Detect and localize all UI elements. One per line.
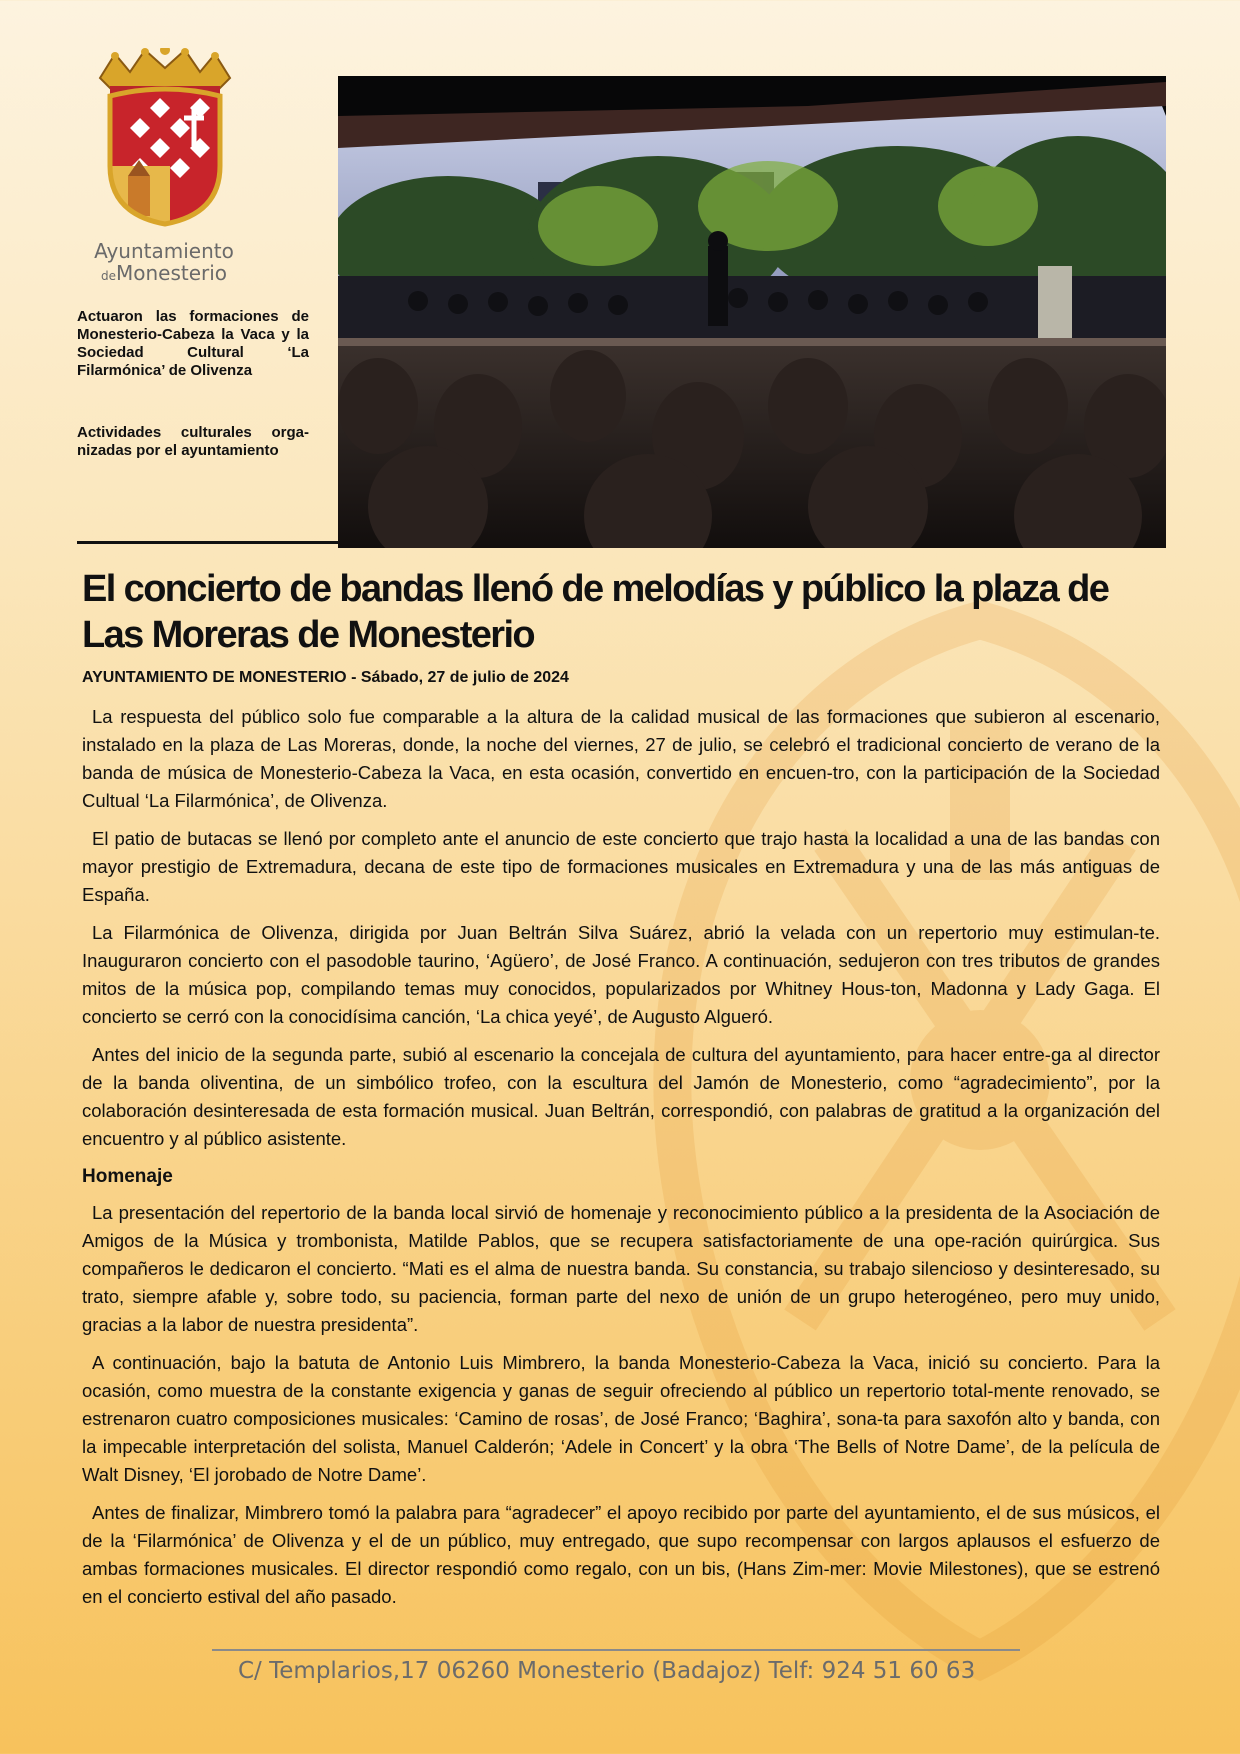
article-paragraph: Antes de finalizar, Mimbrero tomó la palabra para “agradecer” el apoyo recibido por parte del ayuntamiento, el de sus músicos, el de la ‘Filarmónica’ de Olivenza y el de un público, muy entregado, que supo recompensar con largos aplausos el esfuerzo de ambas formaciones musicales. El director respondió como regalo, con un bis, (Hans Zim-mer: Movie Milestones), que se estrenó en el concierto estival del año pasado. [82,1502,1160,1607]
article-paragraph: Antes del inicio de la segunda parte, subió al escenario la concejala de cultura del ayuntamiento, para hacer entre-ga al director de la banda oliventina, de un simbólico trofeo, con la escultura del Jamón de Monesterio, como “agradecimiento”, por la colaboración desinteresada de esta formación musical. Juan Beltrán, correspondió, con palabras de gratitud a la organización del encuentro y al público asistente. [82,1044,1160,1149]
article-paragraph: La presentación del repertorio de la banda local sirvió de homenaje y reconocimiento público a la presidenta de la Asociación de Amigos de la Música y trombonista, Matilde Pablos, que se recupera satisfactoriamente de una ope-ración quirúrgica. Sus compañeros le dedicaron el concierto. “Mati es el alma de nuestra banda. Su constancia, su trabajo silencioso y desinteresado, su trato, siempre afable y, sobre todo, su paciencia, forman parte del nexo de unión de un grupo heterogéneo, pero muy unido, gracias a la labor de nuestra presidenta”. [82,1202,1160,1335]
logo-name-line1: Ayuntamiento [94,239,234,263]
section-heading: Homenaje [82,1166,173,1187]
logo-text [84,240,244,287]
sidebar-category: Actividades culturales orga-nizadas por el ayuntamiento [77,424,309,459]
article-paragraph: La respuesta del público solo fue comparable a la altura de la calidad musical de las formaciones que subieron al escenario, instalado en la plaza de Las Moreras, donde, la noche del viernes, 27 de julio, se celebró el tradicional concierto de verano de la banda de música de Monesterio-Cabeza la Vaca, en esta ocasión, convertido en encuen-tro, con la participación de la Sociedad Cultual ‘La Filarmónica’, de Olivenza. [82,706,1160,811]
footer-divider [212,1649,1020,1651]
divider [77,541,339,544]
article-paragraph: La Filarmónica de Olivenza, dirigida por Juan Beltrán Silva Suárez, abrió la velada con un repertorio muy estimulan-te. Inauguraron concierto con el pasodoble taurino, ‘Agüero’, de José Franco. A continuación, sedujeron con tres tributos de grandes mitos de la música pop, compilando temas muy conocidos, popularizados por Whitney Hous-ton, Madonna y Lady Gaga. El concierto se cerró con la conocidísima canción, ‘La chica yeyé’, de Augusto Algueró. [82,922,1160,1027]
article-byline: AYUNTAMIENTO DE MONESTERIO - Sábado, 27 de julio de 2024 [82,669,569,686]
article-paragraph: El patio de butacas se llenó por completo ante el anuncio de este concierto que trajo hasta la localidad a una de las bandas con mayor prestigio de Extremadura, decana de este tipo de formaciones musicales en Extremadura y una de las más antiguas de España. [82,828,1160,905]
concert-photo [338,76,1166,548]
logo-name-town: Monesterio [115,261,228,285]
sidebar-summary: Actuaron las formaciones de Monesterio-Cabeza la Vaca y la Sociedad Cultural ‘La Filarmónica’ de Olivenza [77,308,309,379]
logo-name-line2 [84,262,244,287]
article-paragraph: A continuación, bajo la batuta de Antonio Luis Mimbrero, la banda Monesterio-Cabeza la Vaca, inició su concierto. Para la ocasión, como muestra de la constante exigencia y ganas de seguir ofreciendo al público un repertorio total-mente renovado, se estrenaron cuatro composiciones musicales: ‘Camino de rosas’, de José Franco; ‘Baghira’, sona-ta para saxofón alto y banda, con la impecable interpretación del solista, Manuel Calderón; ‘Adele in Concert’ y la obra ‘The Bells of Notre Dame’, de la película de Walt Disney, ‘El jorobado de Notre Dame’. [82,1352,1160,1485]
coat-of-arms-icon [90,48,240,228]
logo-name-de: de [100,269,116,283]
footer-address: C/ Templarios,17 06260 Monesterio (Badajoz) Telf: 924 51 60 63 [238,1658,976,1684]
article-headline: El concierto de bandas llenó de melodías y público la plaza de Las Moreras de Monesterio [82,568,1109,656]
article-body [82,703,1160,1621]
